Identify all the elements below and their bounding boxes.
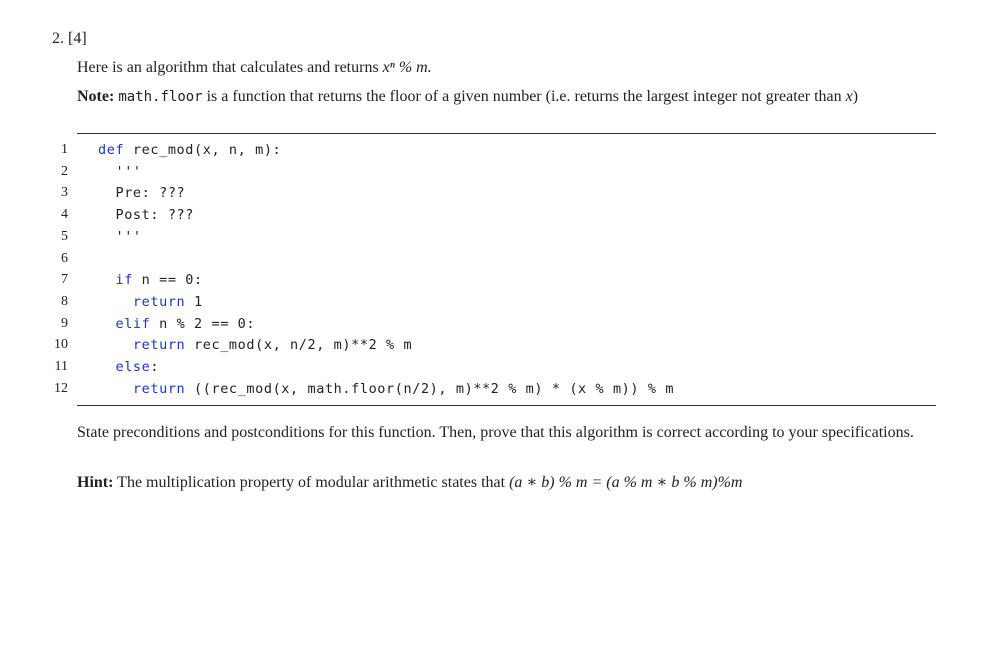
line-number: 7 [61, 272, 68, 288]
question-header [52, 30, 87, 48]
note-paragraph [77, 86, 937, 108]
code-text: return ((rec_mod(x, math.floor(n/2), m)**2 % m) * (x % m)) % m [132, 380, 675, 397]
line-number: 4 [61, 207, 68, 223]
line-number: 11 [54, 359, 68, 374]
code-text: ''' [115, 228, 142, 245]
code-text: def rec_mod(x, n, m): [98, 142, 282, 158]
note-label: Note: [77, 88, 115, 105]
code-keyword: return [132, 293, 186, 310]
code-text: else: [115, 359, 160, 375]
code-text: Post: ??? [115, 207, 195, 224]
code-keyword: def [98, 142, 125, 158]
line-number: 1 [61, 142, 68, 157]
code-keyword: elif [115, 315, 151, 332]
code-keyword: return [132, 380, 186, 397]
code-text: Pre: ??? [115, 185, 186, 202]
note-end: ) [852, 88, 859, 105]
code-text: ''' [115, 163, 142, 180]
note-code: math.floor [118, 89, 203, 105]
line-number: 10 [54, 337, 68, 353]
intro-text: Here is an algorithm that calculates and returns [77, 59, 383, 76]
line-number: 8 [61, 293, 68, 309]
hint-formula: (a ∗ b) % m = (a % m ∗ b % m)%m [509, 474, 743, 491]
hint-label: Hint: [77, 474, 114, 491]
line-number: 2 [61, 163, 68, 179]
question-number: 2. [52, 30, 64, 47]
code-top-rule [77, 133, 936, 134]
code-bottom-rule [77, 405, 936, 406]
code-keyword: if [115, 272, 133, 289]
hint-paragraph [77, 472, 742, 492]
line-number: 5 [61, 228, 68, 244]
task-paragraph: State preconditions and postconditions for this function. Then, prove that this algorithm is correct according to your specifications. [77, 424, 914, 441]
code-text: return 1 [132, 293, 203, 310]
question-points: [4] [68, 30, 87, 47]
intro-formula: xⁿ % m. [382, 59, 432, 76]
line-number: 3 [61, 185, 68, 201]
question-intro [77, 59, 432, 77]
line-number: 9 [61, 315, 68, 331]
code-keyword: return [132, 337, 186, 354]
note-text: is a function that returns the floor of a given number (i.e. returns the largest integer not greater than [202, 88, 846, 105]
line-number: 6 [61, 250, 68, 266]
line-number: 12 [54, 380, 68, 396]
note-variable: x [845, 88, 853, 105]
hint-text: The multiplication property of modular arithmetic states that [113, 474, 510, 491]
code-text: elif n % 2 == 0: [115, 315, 256, 332]
code-text: return rec_mod(x, n/2, m)**2 % m [132, 337, 413, 354]
code-keyword: else [115, 359, 151, 375]
code-text: if n == 0: [115, 272, 203, 289]
